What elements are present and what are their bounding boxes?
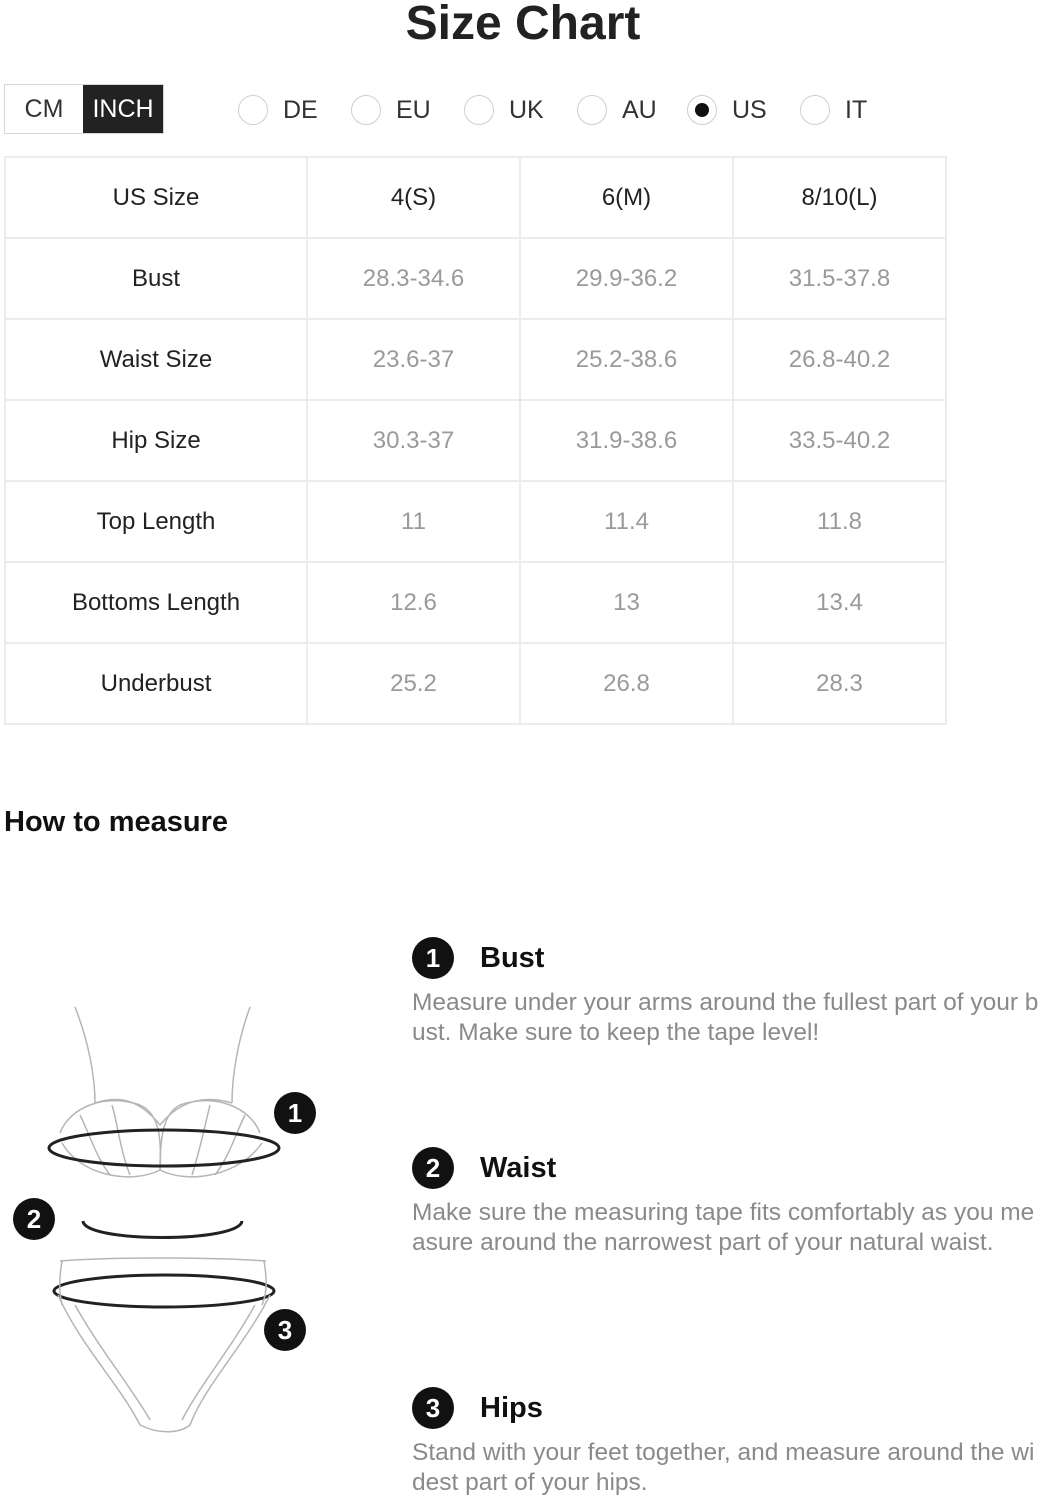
region-label: AU [622, 95, 657, 124]
header-cell: 6(M) [520, 157, 733, 238]
table-cell: 25.2 [307, 643, 520, 724]
table-cell: 28.3 [733, 643, 946, 724]
region-label: US [732, 95, 767, 124]
radio-de[interactable] [238, 95, 268, 125]
step-number-badge: 3 [412, 1387, 454, 1429]
table-cell: 11.8 [733, 481, 946, 562]
region-option-us[interactable] [687, 90, 767, 130]
table-cell: 12.6 [307, 562, 520, 643]
step-title: Waist [480, 1151, 557, 1184]
step-description: Make sure the measuring tape fits comfortably as you measure around the narrowest part of your natural waist. [412, 1199, 1035, 1256]
bottom-outline-icon [58, 1258, 270, 1432]
region-option-uk[interactable] [464, 90, 544, 130]
table-cell: 28.3-34.6 [307, 238, 520, 319]
step-description: Measure under your arms around the fullest part of your bust. Make sure to keep the tape level! [412, 989, 1039, 1046]
header-cell: 8/10(L) [733, 157, 946, 238]
table-cell: 11 [307, 481, 520, 562]
table-header-row [5, 157, 946, 238]
row-label: Underbust [5, 643, 307, 724]
measure-tape-lines [49, 1130, 279, 1307]
table-cell: 31.5-37.8 [733, 238, 946, 319]
table-cell: 26.8 [520, 643, 733, 724]
header-cell: US Size [5, 157, 307, 238]
table-cell: 31.9-38.6 [520, 400, 733, 481]
region-option-it[interactable] [800, 90, 867, 130]
radio-au[interactable] [577, 95, 607, 125]
radio-uk[interactable] [464, 95, 494, 125]
header-cell: 4(S) [307, 157, 520, 238]
table-row [5, 319, 946, 400]
row-label: Bottoms Length [5, 562, 307, 643]
row-label: Hip Size [5, 400, 307, 481]
radio-us[interactable] [687, 95, 717, 125]
step-title: Bust [480, 941, 545, 974]
table-cell: 33.5-40.2 [733, 400, 946, 481]
region-label: UK [509, 95, 544, 124]
row-label: Waist Size [5, 319, 307, 400]
size-table [4, 156, 947, 725]
table-cell: 25.2-38.6 [520, 319, 733, 400]
region-label: EU [396, 95, 431, 124]
table-row [5, 481, 946, 562]
table-cell: 13.4 [733, 562, 946, 643]
marker-2-number: 2 [26, 1204, 42, 1234]
region-label: DE [283, 95, 318, 124]
region-label: IT [845, 95, 868, 124]
table-row [5, 400, 946, 481]
unit-cm-button[interactable]: CM [5, 85, 83, 133]
table-cell: 30.3-37 [307, 400, 520, 481]
step-number-badge: 1 [412, 937, 454, 979]
table-cell: 29.9-36.2 [520, 238, 733, 319]
bust-tape-line [49, 1130, 279, 1166]
row-label: Top Length [5, 481, 307, 562]
step-number-badge: 2 [412, 1147, 454, 1189]
region-option-eu[interactable] [351, 90, 431, 130]
step-description: Stand with your feet together, and measure around the widest part of your hips. [412, 1439, 1035, 1496]
region-option-au[interactable] [577, 90, 657, 130]
region-option-de[interactable] [238, 90, 318, 130]
table-cell: 11.4 [520, 481, 733, 562]
bra-outline-icon [60, 1007, 262, 1177]
measure-step-hips [412, 1386, 1046, 1498]
measure-step-bust [412, 936, 1046, 1048]
page-title: Size Chart [405, 0, 641, 50]
measure-step-waist [412, 1146, 1046, 1258]
table-row [5, 238, 946, 319]
radio-it[interactable] [800, 95, 830, 125]
illustration-marker-1 [274, 1092, 316, 1134]
unit-toggle [4, 84, 164, 134]
marker-1-number: 1 [287, 1098, 303, 1128]
how-to-measure-heading: How to measure [4, 806, 228, 838]
illustration-marker-2 [13, 1198, 55, 1240]
illustration-marker-3 [264, 1309, 306, 1351]
radio-eu[interactable] [351, 95, 381, 125]
unit-inch-button[interactable]: INCH [83, 85, 163, 133]
waist-tape-line [83, 1221, 242, 1238]
table-cell: 13 [520, 562, 733, 643]
row-label: Bust [5, 238, 307, 319]
hip-tape-line [54, 1275, 274, 1307]
bikini-measurement-illustration [0, 995, 340, 1440]
table-cell: 23.6-37 [307, 319, 520, 400]
table-row [5, 562, 946, 643]
table-cell: 26.8-40.2 [733, 319, 946, 400]
table-row [5, 643, 946, 724]
marker-3-number: 3 [277, 1315, 293, 1345]
step-title: Hips [480, 1391, 543, 1424]
